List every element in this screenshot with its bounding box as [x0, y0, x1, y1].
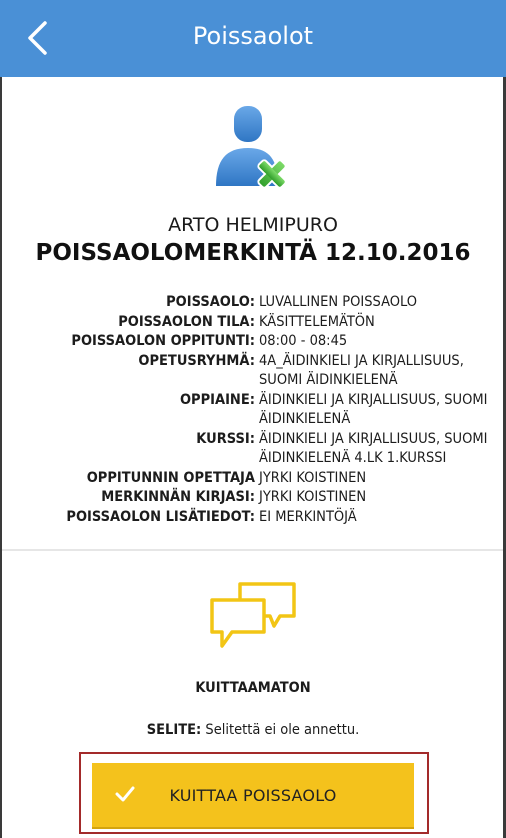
- detail-row: [20, 430, 504, 469]
- detail-value: JYRKI KOISTINEN: [259, 469, 367, 486]
- detail-value: EI MERKINTÖJÄ: [259, 508, 357, 525]
- detail-value: 4A_ÄIDINKIELI JA KIRJALLISUUS, SUOMI ÄIDINKIELENÄ: [259, 352, 464, 388]
- section-divider: [2, 549, 503, 551]
- detail-value: KÄSITTELEMÄTÖN: [259, 313, 375, 330]
- detail-row: [20, 508, 504, 528]
- chat-bubbles-icon: [208, 580, 298, 650]
- acknowledge-button-label: KUITTAA POISSAOLO: [169, 785, 337, 805]
- detail-row: [20, 332, 504, 352]
- detail-value: JYRKI KOISTINEN: [259, 489, 367, 505]
- detail-row: [20, 391, 504, 430]
- acknowledge-absence-button[interactable]: [92, 763, 414, 827]
- frame-left-edge: [0, 0, 2, 838]
- detail-value: ÄIDINKIELI JA KIRJALLISUUS, SUOMI ÄIDINKIELENÄ: [259, 391, 488, 427]
- detail-label: OPPIAINE:: [179, 391, 255, 408]
- student-name: ARTO HELMIPURO: [168, 214, 338, 236]
- page-title: Poissaolot: [192, 22, 314, 50]
- detail-value: 08:00 - 08:45: [259, 333, 348, 349]
- detail-row: [20, 313, 504, 333]
- detail-label: KURSSI:: [196, 430, 255, 447]
- explanation: [0, 722, 506, 738]
- detail-row: [20, 352, 504, 391]
- detail-label: POISSAOLON LISÄTIEDOT:: [66, 508, 255, 525]
- user-remove-icon: [208, 104, 298, 194]
- detail-value: LUVALLINEN POISSAOLO: [259, 294, 418, 310]
- check-icon: [114, 783, 136, 805]
- detail-value: ÄIDINKIELI JA KIRJALLISUUS, SUOMI ÄIDINKIELENÄ 4.LK 1.KURSSI: [259, 430, 488, 466]
- detail-label: POISSAOLO:: [166, 294, 255, 310]
- detail-label: POISSAOLON TILA:: [118, 313, 255, 330]
- detail-label: OPETUSRYHMÄ:: [138, 352, 255, 369]
- detail-row: [20, 469, 504, 489]
- detail-label: POISSAOLON OPPITUNTI:: [71, 333, 255, 349]
- detail-row: [20, 488, 504, 508]
- explanation-label: SELITE:: [146, 722, 202, 738]
- acknowledgement-status: KUITTAAMATON: [195, 680, 311, 696]
- detail-label: MERKINNÄN KIRJASI:: [101, 489, 255, 505]
- detail-label: OPPITUNNIN OPETTAJA: [86, 469, 255, 486]
- explanation-text: Selitettä ei ole annettu.: [205, 722, 360, 738]
- app-header: [0, 0, 506, 77]
- detail-row: [20, 293, 504, 313]
- record-title: POISSAOLOMERKINTÄ 12.10.2016: [35, 240, 471, 266]
- absence-details: [20, 293, 504, 527]
